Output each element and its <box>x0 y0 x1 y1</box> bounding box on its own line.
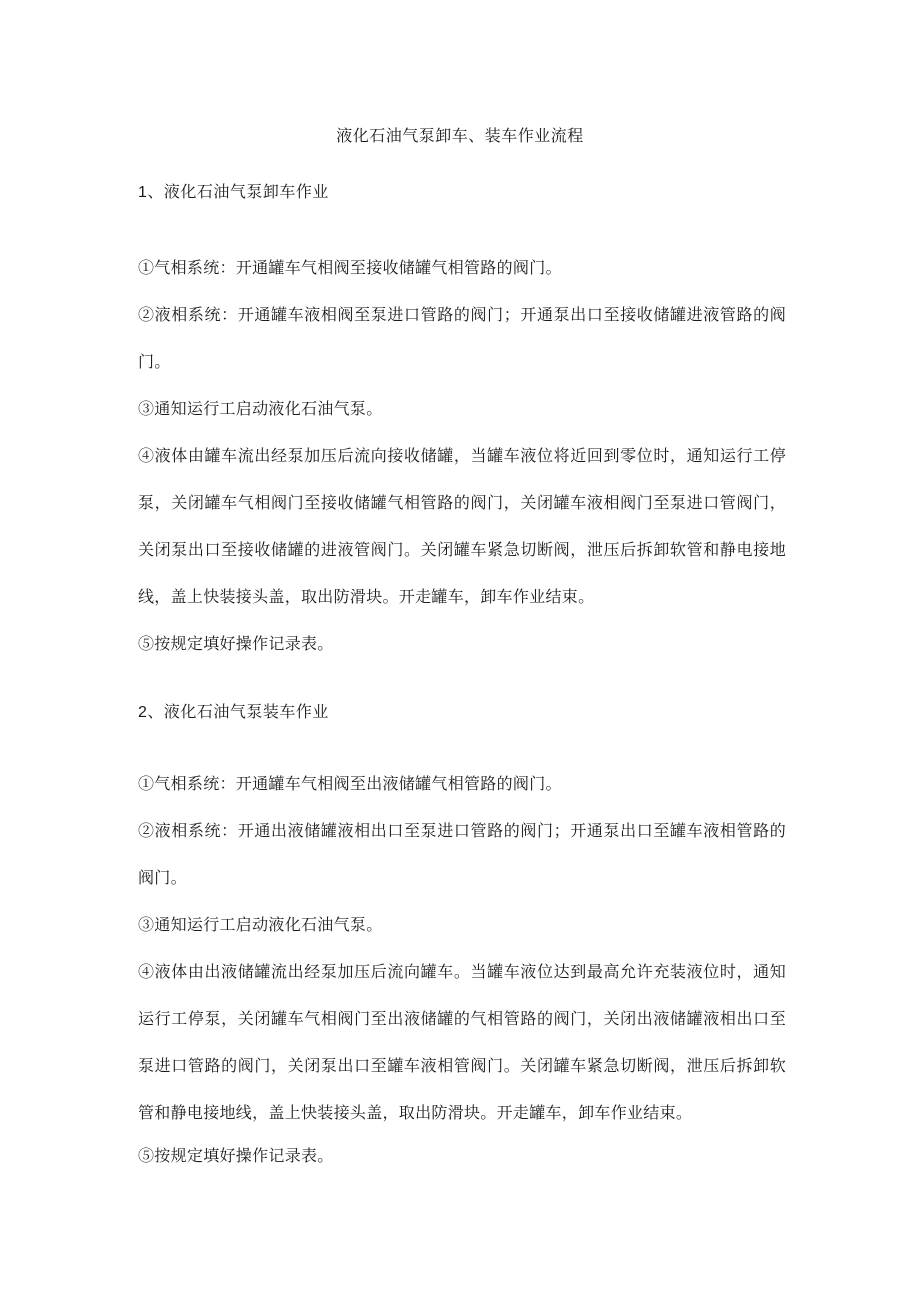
section-2-step-2: ②液相系统：开通出液储罐液相出口至泵进口管路的阀门；开通泵出口至罐车液相管路的阀门。 <box>138 821 786 887</box>
section-2-number: 2 <box>138 704 148 721</box>
document-title: 液化石油气泵卸车、装车作业流程 <box>336 126 584 145</box>
section-1-heading-text: 、液化石油气泵卸车作业 <box>147 182 329 201</box>
section-1-step-3: ③通知运行工启动液化石油气泵。 <box>138 399 383 418</box>
section-2-step-1: ①气相系统：开通罐车气相阀至出液储罐气相管路的阀门。 <box>138 774 562 793</box>
section-2-step-3: ③通知运行工启动液化石油气泵。 <box>138 915 383 934</box>
section-1-step-5: ⑤按规定填好操作记录表。 <box>138 634 334 653</box>
section-1-step-1: ①气相系统：开通罐车气相阀至接收储罐气相管路的阀门。 <box>138 258 562 277</box>
section-1-heading <box>138 180 329 205</box>
section-2-step-4: ④液体由出液储罐流出经泵加压后流向罐车。当罐车液位达到最高允许充装液位时，通知运行工停泵，关闭罐车气相阀门至出液储罐的气相管路的阀门，关闭出液储罐液相出口至泵进口管路的阀门，关闭泵出口至罐车液相管阀门。关闭罐车紧急切断阀，泄压后拆卸软管和静电接地线，盖上快装接头盖，取出防滑块。开走罐车，卸车作业结束。 <box>138 962 786 1122</box>
section-2-heading <box>138 700 329 725</box>
section-1-number: 1 <box>138 184 148 201</box>
section-2-step-5: ⑤按规定填好操作记录表。 <box>138 1146 334 1165</box>
section-1-step-4: ④液体由罐车流出经泵加压后流向接收储罐，当罐车液位将近回到零位时，通知运行工停泵，关闭罐车气相阀门至接收储罐气相管路的阀门，关闭罐车液相阀门至泵进口管阀门，关闭泵出口至接收储罐的进液管阀门。关闭罐车紧急切断阀，泄压后拆卸软管和静电接地线，盖上快装接头盖，取出防滑块。开走罐车，卸车作业结束。 <box>138 446 786 606</box>
section-2-heading-text: 、液化石油气泵装车作业 <box>147 702 329 721</box>
section-1-step-2: ②液相系统：开通罐车液相阀至泵进口管路的阀门；开通泵出口至接收储罐进液管路的阀门。 <box>138 305 786 371</box>
